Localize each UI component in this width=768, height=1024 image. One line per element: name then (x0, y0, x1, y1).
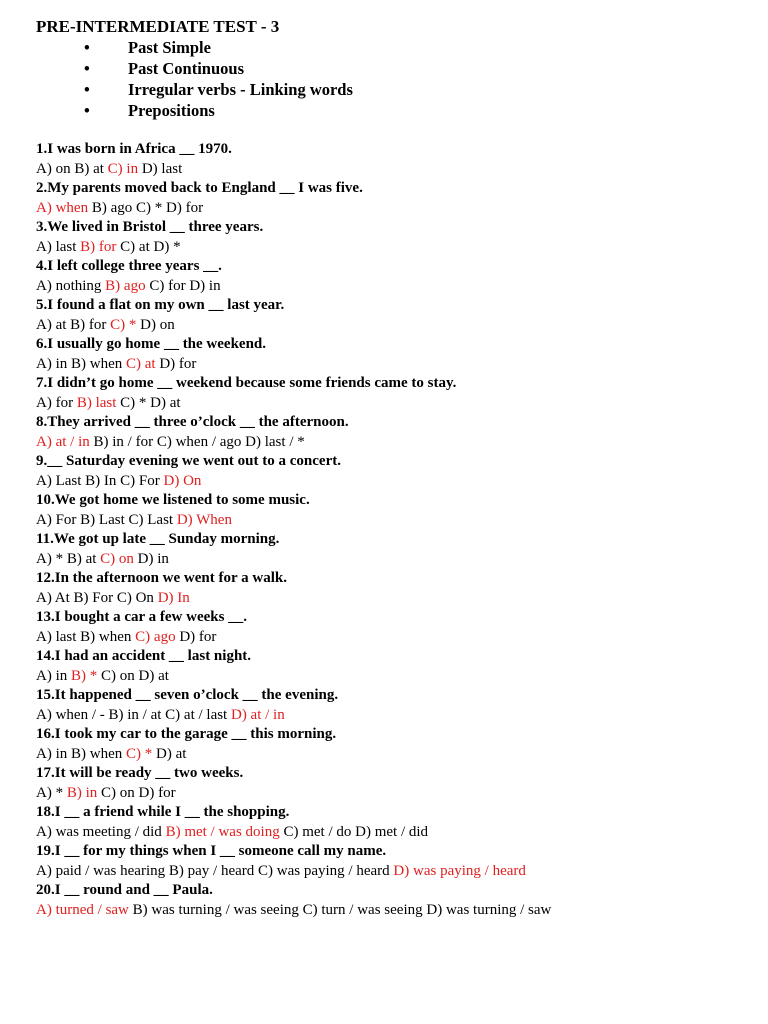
answer-options (36, 316, 756, 336)
question-text: 11.We got up late __ Sunday morning. (36, 531, 280, 547)
bullet-icon: • (84, 59, 90, 78)
answer-option: A) in (36, 667, 68, 684)
answer-option: B) In (85, 472, 117, 489)
answer-option: D) for (166, 199, 204, 216)
answer-option: B) at (74, 160, 104, 177)
answer-option: C) turn / was seeing (302, 901, 423, 918)
correct-answer-option: B) in (66, 784, 98, 801)
question-text: 18.I __ a friend while I __ the shopping. (36, 804, 290, 820)
answer-option: D) for (138, 784, 176, 801)
question-text: 4.I left college three years __. (36, 258, 222, 274)
question-text: 1.I was born in Africa __ 1970. (36, 141, 232, 157)
answer-option: A) Last (36, 472, 82, 489)
answer-options (36, 706, 756, 726)
answer-option: A) last (36, 628, 77, 645)
answer-option: A) * (36, 784, 64, 801)
answer-option: B) was turning / was seeing (132, 901, 299, 918)
answer-option: A) For (36, 511, 77, 528)
correct-answer-option: C) at (126, 355, 156, 372)
question-text: 20.I __ round and __ Paula. (36, 882, 213, 898)
answer-options (36, 199, 756, 219)
answer-option: A) in (36, 745, 68, 762)
page-title: PRE-INTERMEDIATE TEST - 3 (36, 17, 280, 36)
answer-option: A) was meeting / did (36, 823, 162, 840)
question-text: 10.We got home we listened to some music. (36, 492, 310, 508)
answer-option: B) for (70, 316, 107, 333)
question-text: 6.I usually go home __ the weekend. (36, 336, 267, 352)
answer-option: D) at (138, 667, 169, 684)
answer-option: B) Last (80, 511, 125, 528)
answer-options (36, 745, 756, 765)
question-text: 5.I found a flat on my own __ last year. (36, 297, 285, 313)
correct-answer-option: D) When (176, 511, 232, 528)
answer-options (36, 784, 756, 804)
test-page (36, 16, 756, 920)
answer-option: D) for (159, 355, 197, 372)
correct-answer-option: C) on (100, 550, 134, 567)
answer-option: B) when (71, 745, 123, 762)
answer-option: A) on (36, 160, 71, 177)
correct-answer-option: B) for (80, 238, 117, 255)
answer-option: B) in / for (93, 433, 154, 450)
topic-label: Irregular verbs - Linking words (128, 80, 353, 99)
answer-option: B) at (66, 550, 97, 567)
answer-option: B) when (80, 628, 132, 645)
topic-item (36, 58, 756, 79)
answer-option: C) was paying / heard (258, 862, 390, 879)
answer-option: B) For (73, 589, 114, 606)
answer-option: C) Last (128, 511, 174, 528)
topic-item (36, 37, 756, 58)
correct-answer-option: A) at / in (36, 433, 90, 450)
answer-options (36, 511, 756, 531)
answer-option: C) when / ago (156, 433, 242, 450)
answer-option: A) At (36, 589, 70, 606)
answer-option: C) For (120, 472, 160, 489)
question-text: 12.In the afternoon we went for a walk. (36, 570, 287, 586)
answer-options (36, 472, 756, 492)
answer-option: D) in (137, 550, 169, 567)
answer-options (36, 823, 756, 843)
answer-option: C) on (101, 784, 135, 801)
topic-item (36, 79, 756, 100)
answer-option: C) for (149, 277, 186, 294)
answer-option: A) nothing (36, 277, 102, 294)
question-text: 19.I __ for my things when I __ someone call my name. (36, 843, 387, 859)
question-text: 16.I took my car to the garage __ this morning. (36, 726, 337, 742)
answer-option: D) at (150, 394, 181, 411)
correct-answer-option: C) * (110, 316, 137, 333)
answer-options (36, 862, 756, 882)
question-text: 9.__ Saturday evening we went out to a concert. (36, 453, 341, 469)
answer-option: D) on (140, 316, 175, 333)
answer-options (36, 160, 756, 180)
correct-answer-option: D) On (163, 472, 202, 489)
topic-item (36, 100, 756, 121)
topic-list (36, 37, 756, 121)
answer-option: D) last / * (245, 433, 305, 450)
topic-label: Past Simple (128, 38, 211, 57)
answer-option: C) met / do (283, 823, 352, 840)
topic-label: Past Continuous (128, 59, 244, 78)
correct-answer-option: D) In (157, 589, 190, 606)
correct-answer-option: A) when (36, 199, 89, 216)
answer-option: D) was turning / saw (426, 901, 552, 918)
question-text: 15.It happened __ seven o’clock __ the evening. (36, 687, 339, 703)
question-text: 2.My parents moved back to England __ I was five. (36, 180, 363, 196)
answer-option: D) for (179, 628, 217, 645)
answer-option: A) at (36, 316, 67, 333)
answer-option: A) paid / was hearing (36, 862, 166, 879)
answer-option: B) when (71, 355, 123, 372)
question-text: 3.We lived in Bristol __ three years. (36, 219, 264, 235)
answer-option: D) * (153, 238, 181, 255)
question-text: 14.I had an accident __ last night. (36, 648, 252, 664)
answer-option: B) in / at (108, 706, 162, 723)
correct-answer-option: C) in (107, 160, 139, 177)
correct-answer-option: C) ago (135, 628, 176, 645)
answer-option: A) * (36, 550, 64, 567)
correct-answer-option: B) last (76, 394, 117, 411)
answer-option: C) at (120, 238, 150, 255)
question-text: 8.They arrived __ three o’clock __ the afternoon. (36, 414, 349, 430)
answer-options (36, 433, 756, 453)
answer-option: D) in (189, 277, 221, 294)
topic-label: Prepositions (128, 101, 215, 120)
answer-options (36, 277, 756, 297)
correct-answer-option: D) was paying / heard (393, 862, 526, 879)
answer-option: D) last (141, 160, 183, 177)
answer-option: C) on (101, 667, 135, 684)
answer-option: C) On (116, 589, 154, 606)
answer-options (36, 901, 756, 921)
answer-option: B) pay / heard (168, 862, 255, 879)
answer-option: A) when / - (36, 706, 105, 723)
answer-option: A) last (36, 238, 77, 255)
answer-option: A) for (36, 394, 74, 411)
bullet-icon: • (84, 80, 90, 99)
bullet-icon: • (84, 101, 90, 120)
answer-option: D) at (156, 745, 187, 762)
answer-option: C) * (120, 394, 147, 411)
answer-option: D) met / did (355, 823, 429, 840)
answer-option: C) * (136, 199, 163, 216)
answer-options (36, 589, 756, 609)
answer-options (36, 550, 756, 570)
answer-option: C) at / last (165, 706, 228, 723)
question-text: 7.I didn’t go home __ weekend because some friends came to stay. (36, 375, 457, 391)
answer-options (36, 355, 756, 375)
bullet-icon: • (84, 38, 90, 57)
correct-answer-option: C) * (126, 745, 153, 762)
correct-answer-option: D) at / in (230, 706, 285, 723)
correct-answer-option: B) ago (105, 277, 146, 294)
question-text: 17.It will be ready __ two weeks. (36, 765, 244, 781)
answer-option: A) in (36, 355, 68, 372)
question-text: 13.I bought a car a few weeks __. (36, 609, 247, 625)
answer-option: B) ago (91, 199, 133, 216)
correct-answer-option: B) met / was doing (165, 823, 280, 840)
correct-answer-option: A) turned / saw (36, 901, 129, 918)
answer-options (36, 238, 756, 258)
answer-options (36, 394, 756, 414)
answer-options (36, 667, 756, 687)
correct-answer-option: B) * (71, 667, 98, 684)
answer-options (36, 628, 756, 648)
question-list (36, 140, 756, 920)
